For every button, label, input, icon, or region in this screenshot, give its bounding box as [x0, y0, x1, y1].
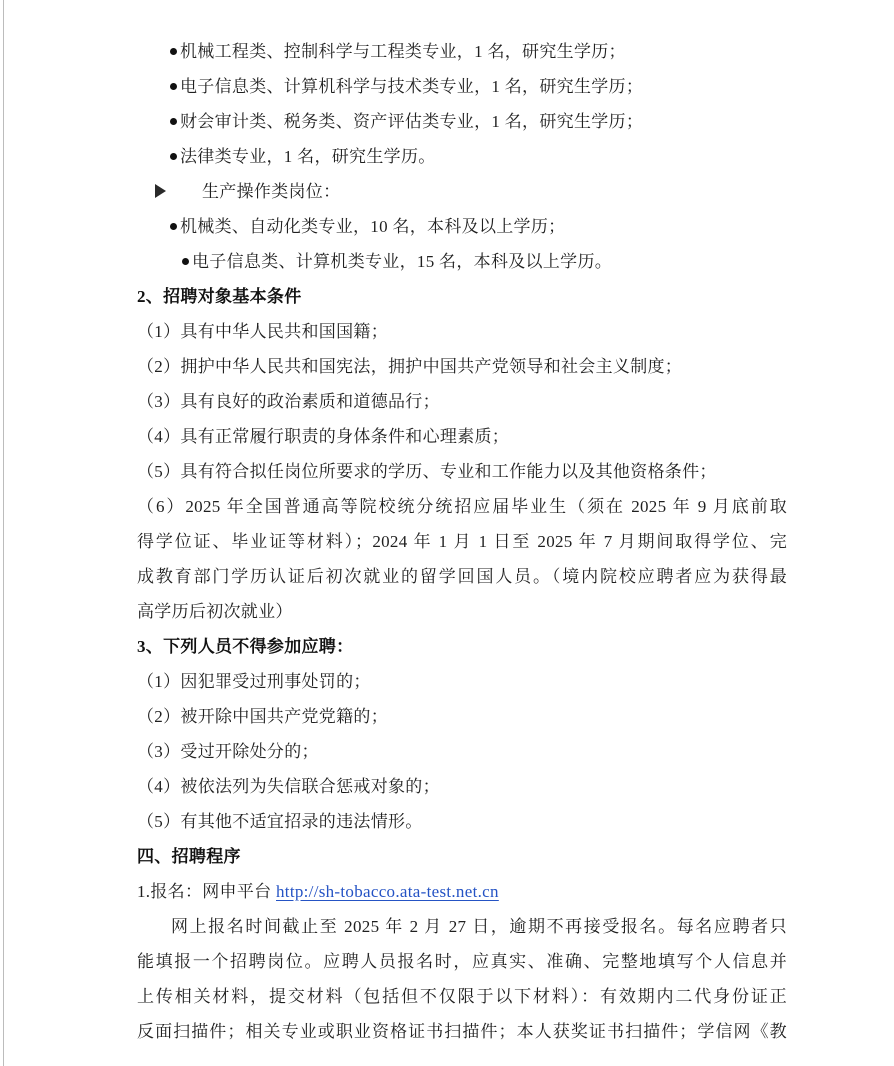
- paragraph-line: （4）被依法列为失信联合惩戒对象的；: [137, 777, 440, 796]
- paragraph-line: 得学位证、毕业证等材料）；2024 年 1 月 1 日至 2025 年 7 月期间取得学位、完: [137, 532, 787, 551]
- report-platform-line: 1.报名：网申平台 http://sh-tobacco.ata-test.net.cn: [137, 882, 499, 901]
- job-category-item: 生产操作类岗位：: [137, 174, 787, 209]
- page-left-border: [3, 0, 4, 1066]
- requirement-item: 机械工程类、控制科学与工程类专业，1 名，研究生学历；: [137, 34, 787, 69]
- section-heading: 3、下列人员不得参加应聘：: [137, 637, 354, 656]
- paragraph-line: （2）拥护中华人民共和国宪法，拥护中国共产党领导和社会主义制度；: [137, 357, 683, 376]
- section-heading: 2、招聘对象基本条件: [137, 287, 302, 306]
- paragraph-line: 高学历后初次就业）: [137, 602, 293, 621]
- bullet-icon: [182, 258, 189, 265]
- paragraph-line: （3）受过开除处分的；: [137, 742, 319, 761]
- paragraph-line: （6）2025 年全国普通高等院校统分统招应届毕业生（须在 2025 年 9 月底前取: [137, 497, 787, 516]
- paragraph-line: （5）具有符合拟任岗位所要求的学历、专业和工作能力以及其他资格条件；: [137, 462, 717, 481]
- section-heading: 四、招聘程序: [137, 847, 241, 866]
- bullet-icon: [170, 153, 177, 160]
- paragraph-line: （5）有其他不适宜招录的违法情形。: [137, 812, 423, 831]
- application-url-link[interactable]: http://sh-tobacco.ata-test.net.cn: [276, 882, 499, 901]
- requirement-item: 电子信息类、计算机类专业，15 名，本科及以上学历。: [137, 244, 787, 279]
- document-content: [137, 34, 787, 1049]
- paragraph-line: （1）具有中华人民共和国国籍；: [137, 322, 388, 341]
- paragraph-line: 成教育部门学历认证后初次就业的留学回国人员。（境内院校应聘者应为获得最: [137, 567, 787, 586]
- paragraph-line: 能填报一个招聘岗位。应聘人员报名时，应真实、准确、完整地填写个人信息并: [137, 952, 787, 971]
- bullet-icon: [170, 223, 177, 230]
- paragraph-line: （2）被开除中国共产党党籍的；: [137, 707, 388, 726]
- arrow-bullet-icon: [155, 184, 166, 198]
- requirement-item: 电子信息类、计算机科学与技术类专业，1 名，研究生学历；: [137, 69, 787, 104]
- bullet-icon: [170, 118, 177, 125]
- requirement-item: 法律类专业，1 名，研究生学历。: [137, 139, 787, 174]
- requirement-item: 机械类、自动化类专业，10 名，本科及以上学历；: [137, 209, 787, 244]
- bullet-icon: [170, 48, 177, 55]
- paragraph-line: （1）因犯罪受过刑事处罚的；: [137, 672, 371, 691]
- bullet-icon: [170, 83, 177, 90]
- paragraph-line: 反面扫描件；相关专业或职业资格证书扫描件；本人获奖证书扫描件；学信网《教: [137, 1022, 787, 1041]
- paragraph-line: （4）具有正常履行职责的身体条件和心理素质；: [137, 427, 510, 446]
- paragraph-line: （3）具有良好的政治素质和道德品行；: [137, 392, 440, 411]
- paragraph-line: 网上报名时间截止至 2025 年 2 月 27 日，逾期不再接受报名。每名应聘者只: [171, 917, 787, 936]
- paragraph-line: 上传相关材料，提交材料（包括但不仅限于以下材料）：有效期内二代身份证正: [137, 987, 787, 1006]
- requirement-item: 财会审计类、税务类、资产评估类专业，1 名，研究生学历；: [137, 104, 787, 139]
